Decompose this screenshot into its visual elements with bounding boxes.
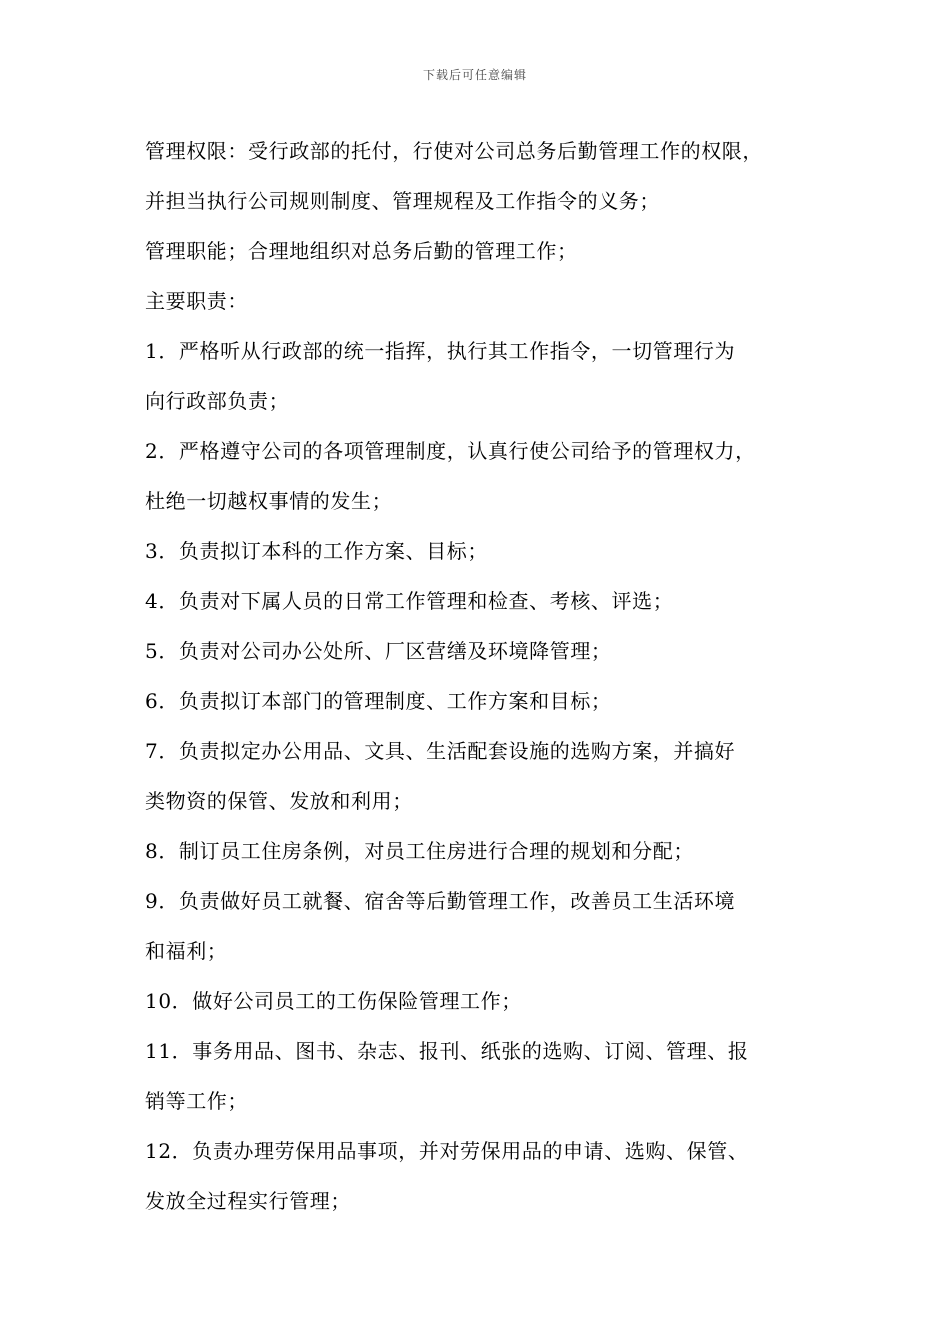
paragraph-line: 1．严格听从行政部的统一指挥，执行其工作指令，一切管理行为 — [145, 339, 736, 363]
paragraph-line: 管理职能；合理地组织对总务后勤的管理工作； — [145, 239, 578, 263]
paragraph-line: 11．事务用品、图书、杂志、报刊、纸张的选购、订阅、管理、报 — [145, 1039, 749, 1063]
paragraph-line: 2．严格遵守公司的各项管理制度，认真行使公司给予的管理权力， — [145, 439, 756, 463]
paragraph-line: 发放全过程实行管理； — [145, 1189, 351, 1213]
paragraph-line: 杜绝一切越权事情的发生； — [145, 489, 393, 513]
paragraph-line: 4．负责对下属人员的日常工作管理和检查、考核、评选； — [145, 589, 674, 613]
paragraph-line: 管理权限：受行政部的托付，行使对公司总务后勤管理工作的权限， — [145, 139, 763, 163]
paragraph-line: 销等工作； — [145, 1089, 248, 1113]
paragraph-line: 6．负责拟订本部门的管理制度、工作方案和目标； — [145, 689, 612, 713]
paragraph-line: 8．制订员工住房条例，对员工住房进行合理的规划和分配； — [145, 839, 694, 863]
paragraph-line: 12．负责办理劳保用品事项，并对劳保用品的申请、选购、保管、 — [145, 1139, 749, 1163]
paragraph-line: 和福利； — [145, 939, 228, 963]
paragraph-line: 5．负责对公司办公处所、厂区营缮及环境降管理； — [145, 639, 612, 663]
paragraph-line: 9．负责做好员工就餐、宿舍等后勤管理工作，改善员工生活环境 — [145, 889, 736, 913]
paragraph-line: 10．做好公司员工的工伤保险管理工作； — [145, 989, 522, 1013]
paragraph-line: 向行政部负责； — [145, 389, 290, 413]
paragraph-line: 类物资的保管、发放和利用； — [145, 789, 413, 813]
paragraph-line: 7．负责拟定办公用品、文具、生活配套设施的选购方案，并搞好 — [145, 739, 736, 763]
document-body — [145, 129, 825, 1229]
paragraph-line: 并担当执行公司规则制度、管理规程及工作指令的义务； — [145, 189, 660, 213]
page-header: 下载后可任意编辑 — [422, 68, 527, 82]
paragraph-line: 3．负责拟订本科的工作方案、目标； — [145, 539, 488, 563]
paragraph-line: 主要职责： — [145, 289, 248, 313]
